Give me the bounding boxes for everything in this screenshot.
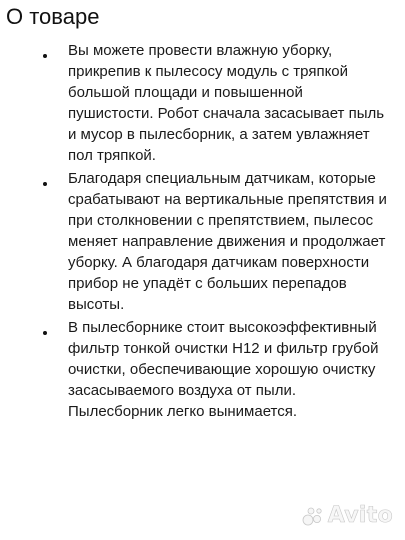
section-title: О товаре: [6, 4, 100, 29]
description-item: [0, 317, 405, 422]
description-text: Вы можете провести влажную уборку, прикрепив к пылесосу модуль с тряпкой большой площади и повышенной пушистости. Робот сначала засасывает пыль и мусор в пылесборник, а затем увлажняет пол тряпкой.: [68, 42, 385, 164]
bullet-icon: [43, 182, 47, 186]
avito-watermark: [302, 503, 393, 528]
description-item: [0, 40, 405, 166]
description-text: Благодаря специальным датчикам, которые срабатывают на вертикальные препятствия и при столкновении с препятствием, пылесос меняет направление движения и продолжает уборку. А благодаря датчикам поверхности прибор не упадёт с больших перепадов высоты.: [68, 170, 387, 313]
description-text: В пылесборнике стоит высокоэффективный фильтр тонкой очистки H12 и фильтр грубой очистки, обеспечивающие хорошую очистку засасываемого воздуха от пыли. Пылесборник легко вынимается.: [68, 319, 379, 420]
watermark-text: Avito: [327, 503, 393, 528]
description-item: [0, 168, 405, 315]
bullet-icon: [43, 331, 47, 335]
bullet-icon: [43, 54, 47, 58]
description-list: [0, 40, 405, 424]
avito-logo-icon: [302, 505, 324, 527]
